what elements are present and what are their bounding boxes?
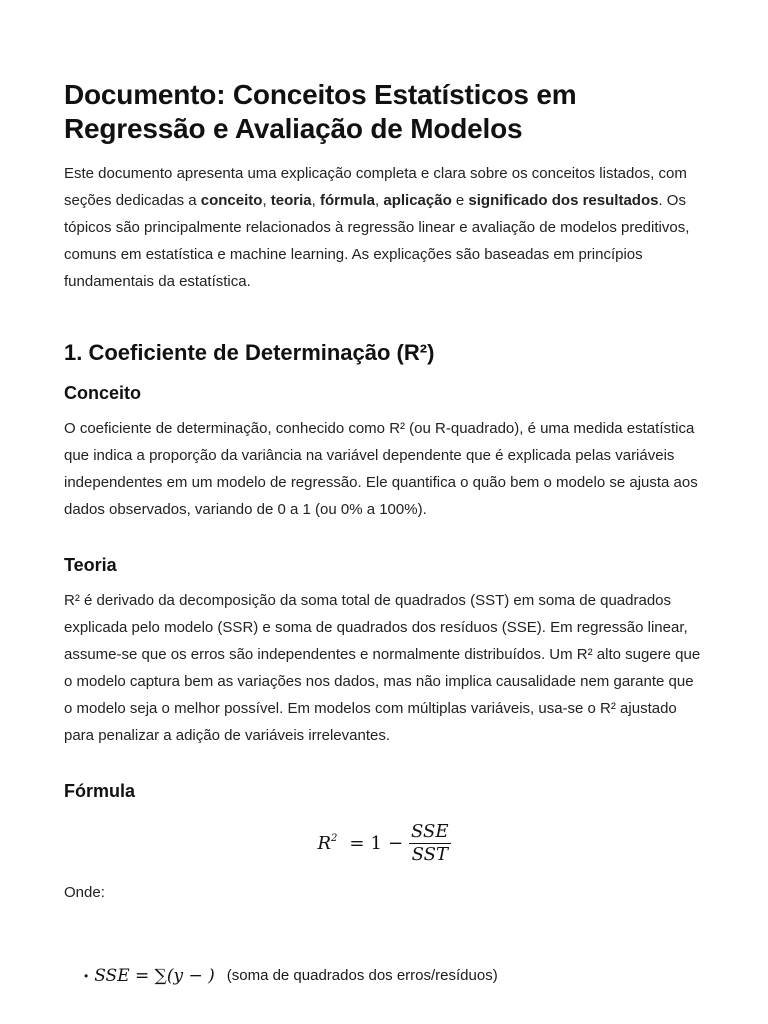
formula-heading: Fórmula (64, 781, 136, 801)
formula-denominator: SST (411, 843, 448, 865)
section-1-title: 1. Coeficiente de Determinação (R²) (64, 340, 435, 365)
teoria-heading: Teoria (64, 555, 117, 575)
bold-formula: fórmula (320, 192, 376, 209)
list-item-sse (84, 964, 704, 988)
sse-description: (soma de quadrados dos erros/resíduos) (226, 967, 498, 984)
formula-fraction (409, 821, 451, 866)
bold-conceito: conceito (200, 192, 263, 209)
formula-lhs: $R^2$ (317, 832, 338, 854)
document-title: Documento: Conceitos Estatísticos em Regressão e Avaliação de Modelos (64, 79, 577, 144)
formula-numerator: SSE (411, 820, 449, 842)
bullet-dot: • (84, 969, 89, 983)
intro-paragraph: Este documento apresenta uma explicação completa e clara sobre os conceitos listados, com seções dedicadas a conceito, teoria, fórmula, aplicação e significado dos resultados. Os tópicos são principalmente relacionados à regressão linear e avaliação de modelos preditivos, comuns em estatística e machine learning. As explicações são baseadas em princípios fundamentais da estatística. (64, 165, 690, 290)
r2-formula (64, 813, 704, 873)
sse-formula: SSE = ∑(y − ) (94, 966, 215, 986)
conceito-paragraph: O coeficiente de determinação, conhecido como R² (ou R-quadrado), é uma medida estatística que indica a proporção da variância na variável dependente que é explicada pelas variáveis independentes em um modelo de regressão. Ele quantifica o quão bem o modelo se ajusta aos dados observados, variando de 0 a 1 (ou 0% a 100%). (64, 420, 698, 518)
conceito-heading: Conceito (64, 383, 142, 403)
formula-one: 1 (370, 832, 382, 854)
formula-equals: = (349, 832, 365, 854)
bold-aplicacao: aplicação (383, 192, 452, 209)
bold-significado: significado dos resultados (468, 192, 659, 209)
formula-minus: − (387, 832, 404, 854)
bold-teoria: teoria (270, 192, 312, 209)
teoria-paragraph: R² é derivado da decomposição da soma total de quadrados (SST) em soma de quadrados explicada pelo modelo (SSR) e soma de quadrados dos resíduos (SSE). Em regressão linear, assume-se que os erros são independentes e normalmente distribuídos. Um R² alto sugere que o modelo captura bem as variações nos dados, mas não implica causalidade nem garante que o modelo seja o melhor possível. Em modelos com múltiplas variáveis, usa-se o R² ajustado para penalizar a adição de variáveis irrelevantes. (64, 592, 701, 744)
onde-label: Onde: (64, 884, 105, 901)
